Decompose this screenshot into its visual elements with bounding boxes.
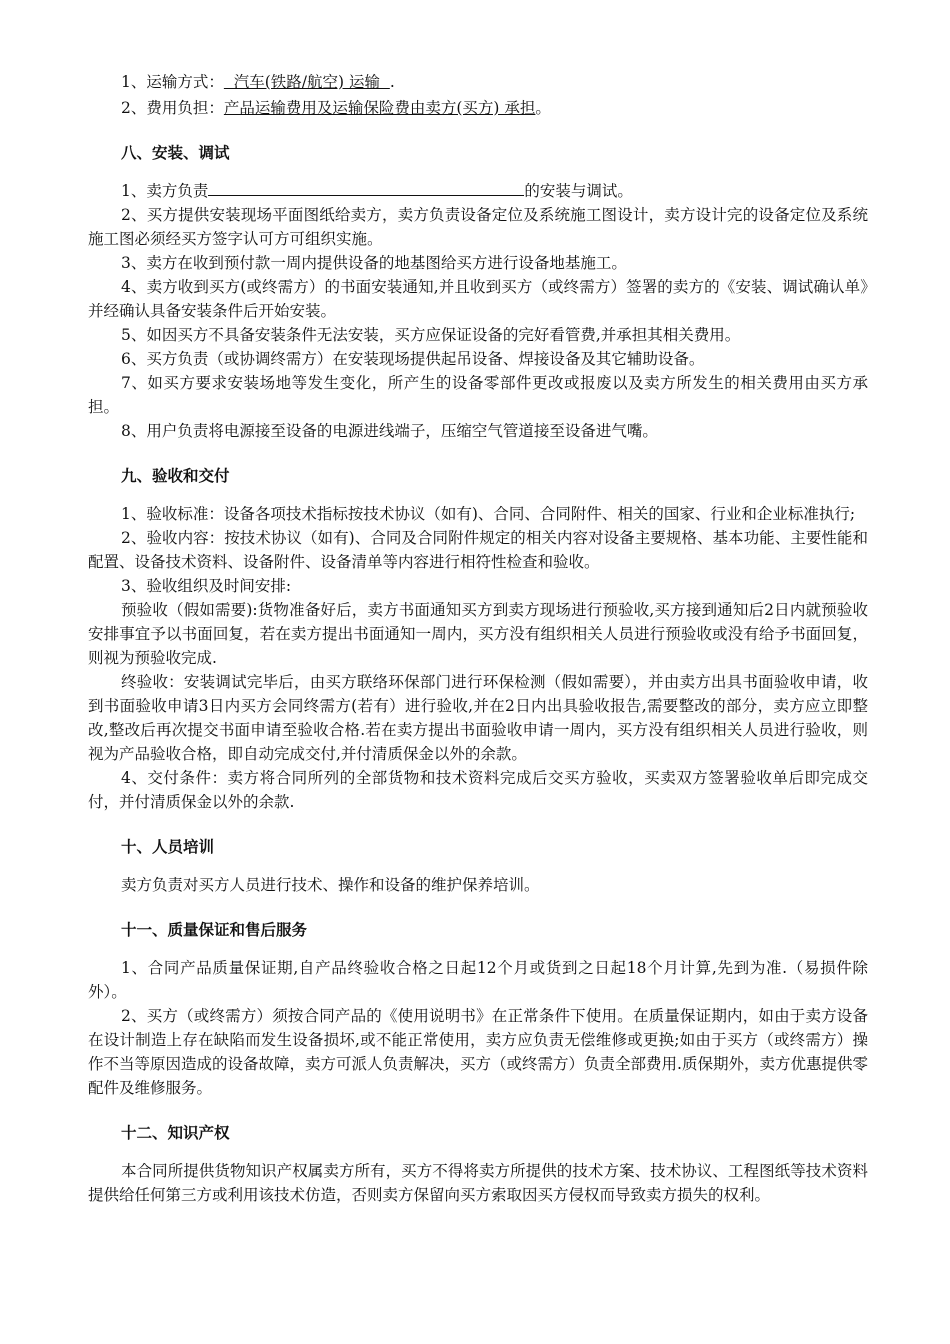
section-9-item-2: 2、验收内容：按技术协议（如有)、合同及合同附件规定的相关内容对设备主要规格、基本功能、主要性能和配置、设备技术资料、设备附件、设备清单等内容进行相符性检查和验收。 [88,529,868,571]
section-8-item-4: 4、卖方收到买方(或终需方）的书面安装通知,并且收到买方（或终需方）签署的卖方的《安装、调试确认单》并经确认具备安装条件后开始安装。 [88,278,868,320]
cost-value: 产品运输费用及运输保险费由卖方(买方) 承担 [223,99,536,117]
section-11-heading: 十一、质量保证和售后服务 [121,920,308,939]
section-8-item-6: 6、买方负责（或协调终需方）在安装现场提供起吊设备、焊接设备及其它辅助设备。 [121,350,705,368]
section-10-heading: 十、人员培训 [121,837,215,856]
cost-label: 2、费用负担： [121,99,224,117]
section-8-item-5: 5、如因买方不具备安装条件无法安装，买方应保证设备的完好看管费,并承担其相关费用。 [121,326,741,344]
transport-item-2 [88,96,868,120]
section-11-item-2: 2、买方（或终需方）须按合同产品的《使用说明书》在正常条件下使用。在质量保证期内，如由于卖方设备在设计制造上存在缺陷而发生设备损坏,或不能正常使用，卖方应负责无偿维修或更换;如由于买方（或终需方）操作不当等原因造成的设备故障，卖方可派人负责解决，买方（或终需方）负责全部费用.质保期外，卖方优惠提供零配件及维修服务。 [88,1007,868,1097]
install-scope-label: 1、卖方负责 [121,182,209,200]
cost-suffix: 。 [535,99,551,117]
document-body [88,70,868,1207]
section-8-item-2: 2、买方提供安装现场平面图纸给卖方，卖方负责设备定位及系统施工图设计，卖方设计完的设备定位及系统施工图必须经买方签字认可方可组织实施。 [88,206,868,248]
section-8-item-1 [88,179,868,203]
section-8-item-8: 8、用户负责将电源接至设备的电源进线端子，压缩空气管道接至设备进气嘴。 [121,422,658,440]
section-9-item-4: 4、交付条件：卖方将合同所列的全部货物和技术资料完成后交买方验收，买卖双方签署验收单后即完成交付，并付清质保金以外的余款. [88,769,868,811]
transport-method-value: 汽车(铁路/航空) 运输 [223,73,390,91]
section-9-item-3: 3、验收组织及时间安排: [121,577,292,595]
pre-acceptance-paragraph: 预验收（假如需要):货物准备好后，卖方书面通知买方到卖方现场进行预验收,买方接到通知后2日内就预验收安排事宜予以书面回复，若在卖方提出书面通知一周内，买方没有组织相关人员进行预验收或没有给予书面回复，则视为预验收完成. [88,601,868,667]
transport-item-1 [88,70,868,94]
transport-method-suffix: . [389,73,395,91]
section-9-heading: 九、验收和交付 [121,466,230,485]
section-8-item-7: 7、如买方要求安装场地等发生变化，所产生的设备零部件更改或报废以及卖方所发生的相关费用由买方承担。 [88,374,868,416]
transport-method-label: 1、运输方式： [121,73,224,91]
section-11-item-1: 1、合同产品质量保证期,自产品终验收合格之日起12个月或货到之日起18个月计算,先到为准.（易损件除外）。 [88,959,868,1001]
section-8-item-3: 3、卖方在收到预付款一周内提供设备的地基图给买方进行设备地基施工。 [121,254,627,272]
install-scope-blank [208,181,524,196]
section-10-body: 卖方负责对买方人员进行技术、操作和设备的维护保养培训。 [121,876,540,894]
final-acceptance-paragraph: 终验收：安装调试完毕后，由买方联络环保部门进行环保检测（假如需要），并由卖方出具书面验收申请，收到书面验收申请3日内买方会同终需方(若有）进行验收,并在2日内出具验收报告,需要整改的部分，卖方应立即整改,整改后再次提交书面申请至验收合格.若在卖方提出书面验收申请一周内，买方没有组织相关人员进行验收，则视为产品验收合格，即自动完成交付,并付清质保金以外的余款。 [88,673,868,763]
install-scope-suffix: 的安装与调试。 [524,182,633,200]
section-12-body: 本合同所提供货物知识产权属卖方所有，买方不得将卖方所提供的技术方案、技术协议、工程图纸等技术资料提供给任何第三方或利用该技术仿造，否则卖方保留向买方索取因买方侵权而导致卖方损失的权利。 [88,1162,868,1204]
section-12-heading: 十二、知识产权 [121,1123,230,1142]
section-8-heading: 八、安装、调试 [121,143,230,162]
section-9-item-1: 1、验收标准：设备各项技术指标按技术协议（如有)、合同、合同附件、相关的国家、行业和企业标准执行; [121,505,856,523]
